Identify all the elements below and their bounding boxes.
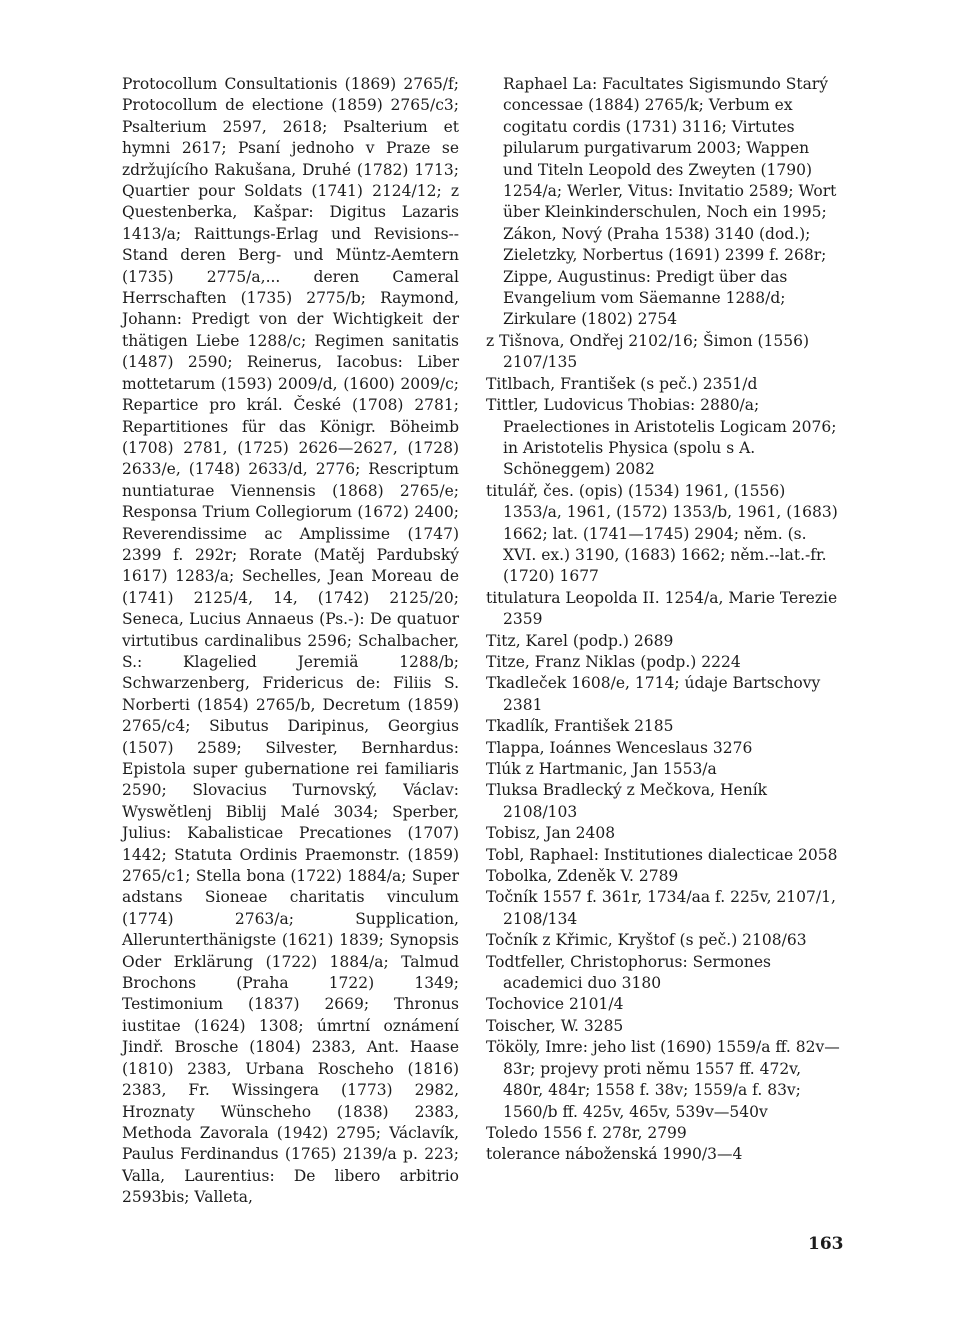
index-entry: Tobisz, Jan 2408: [486, 824, 616, 843]
right-column: [486, 74, 842, 1166]
index-entry: Tluksa Bradlecký z Mečkova, Heník 2108/103: [486, 781, 768, 821]
index-entry: Toischer, W. 3285: [486, 1016, 624, 1035]
index-entry: Todtfeller, Christophorus: Sermones academici duo 3180: [486, 952, 771, 993]
left-column: [122, 74, 459, 1209]
index-entry: Tittler, Ludovicus Thobias: 2880/a; Praelectiones in Aristotelis Logicam 2076; in Aristotelis Physica (spolu s A. Schöneggem) 2082: [486, 396, 837, 479]
page-number: 163: [808, 1234, 844, 1254]
index-entry: Tkadlík, František 2185: [486, 717, 674, 736]
index-entry: Tobolka, Zdeněk V. 2789: [486, 867, 679, 886]
index-entry: Točník z Křimic, Kryštof (s peč.) 2108/63: [486, 931, 807, 950]
index-entry: Tlappa, Ioánnes Wenceslaus 3276: [486, 738, 753, 757]
continuation-entry: Raphael La: Facultates Sigismundo Starý concessae (1884) 2765/k; Verbum ex cogitatu cordis (1731) 3116; Virtutes pilularum purgativarum 2003; Wappen und Titeln Leopold des Zweyten (1790) 1254/a; Werler, Vitus: Invitatio 2589; Wort über Kleinkinderschulen, Noch ein 1995; Zákon, Nový (Praha 1538) 3140 (dod.); Zieletzky, Norbertus (1691) 2399 f. 268r; Zippe, Augustinus: Predigt über das Evangelium vom Säemanne 1288/d; Zirkulare (1802) 2754: [503, 75, 837, 329]
index-entry: Tököly, Imre: jeho list (1690) 1559/a ff. 82v—83r; projevy proti němu 1557 ff. 472v, 480r, 484r; 1558 f. 38v; 1559/a f. 83v; 1560/b ff. 425v, 465v, 539v—540v: [486, 1038, 840, 1121]
index-entry: Toledo 1556 f. 278r, 2799: [486, 1123, 687, 1142]
index-entry-list: [486, 331, 842, 1166]
index-entry: Titlbach, František (s peč.) 2351/d: [486, 374, 758, 393]
index-entry: z Tišnova, Ondřej 2102/16; Šimon (1556) 2107/135: [486, 331, 810, 372]
index-entry: Tlúk z Hartmanic, Jan 1553/a: [486, 760, 717, 778]
index-entry: Titz, Karel (podp.) 2689: [486, 631, 674, 650]
index-entry: titulář, čes. (opis) (1534) 1961, (1556) 1353/a, 1961, (1572) 1353/b, 1961, (1683) 1662; lat. (1741—1745) 2904; něm. (s. XVI. ex.) 3190, (1683) 1662; něm.--lat.-fr. (1720) 1677: [486, 481, 838, 586]
index-entry: tolerance náboženská 1990/3—4: [486, 1145, 743, 1164]
index-entry: Tkadleček 1608/e, 1714; údaje Bartschovy 2381: [486, 674, 821, 714]
index-entry: Tobl, Raphael: Institutiones dialecticae 2058: [486, 845, 838, 864]
index-entry: titulatura Leopolda II. 1254/a, Marie Terezie 2359: [486, 588, 838, 629]
index-entry: Titze, Franz Niklas (podp.) 2224: [486, 652, 741, 671]
left-column-text: Protocollum Consultationis (1869) 2765/f; Protocollum de electione (1859) 2765/c3; Psalterium 2597, 2618; Psalterium et hymni 2617; Psaní jednoho v Praze se zdržujícího Rakušana, Druhé (1782) 1713; Quartier pour Soldats (1741) 2124/12; z Questenberka, Kašpar: Digitus Lazaris 1413/a; Raittungs-Erlag und Revisions--Stand deren Berg- und Müntz-Aemtern (1735) 2775/a,... deren Cameral Herrschaften (1735) 2775/b; Raymond, Johann: Predigt von der Wichtigkeit der thätigen Liebe 1288/c; Regimen sanitatis (1487) 2590; Reinerus, Iacobus: Liber mottetarum (1593) 2009/d, (1600) 2009/c; Repartice pro král. České (1708) 2781; Repartitiones für das Königr. Böheimb (1708) 2781, (1725) 2626—2627, (1728) 2633/e, (1748) 2633/d, 2776; Rescriptum nuntiaturae Viennensis (1868) 2765/e; Responsa Trium Collegiorum (1672) 2400; Reverendissime ac Amplissime (1747) 2399 f. 292r; Rorate (Matěj Pardubský 1617) 1283/a; Sechelles, Jean Moreau de (1741) 2125/4, 14, (1742) 2125/20; Seneca, Lucius Annaeus (Ps.-): De quatuor virtutibus cardinalibus 2596; Schalbacher, S.: Klagelied Jeremiä 1288/b; Schwarzenberg, Fridericus de: Filiis S. Norberti (1854) 2765/b, Decretum (1859) 2765/c4; Sibutus Daripinus, Georgius (1507) 2589; Silvester, Bernhardus: Epistola super gubernatione rei familiaris 2590; Slovacius Turnovský, Václav: Wyswětlenj Biblij Malé 3034; Sperber, Julius: Kabalisticae Precationes (1707) 1442; Statuta Ordinis Praemonstr. (1859) 2765/c1; Stella bona (1722) 1884/a; Super adstans Sioneae charitatis vinculum (1774) 2763/a; Supplication, Allerunterthänigste (1621) 1839; Synopsis Oder Erklärung (1722) 1884/a; Talmud Brochons (Praha 1722) 1349; Testimonium (1837) 2669; Thronus iustitae (1624) 1308; úmrtní oznámení Jindř. Brosche (1804) 2383, Ant. Haase (1810) 2383, Urbana Roscheho (1816) 2383, Fr. Wissingera (1773) 2982, Hroznaty Wünscheho (1838) 2383, Methoda Zavorala (1942) 2795; Václavík, Paulus Ferdinandus (1765) 2139/a p. 223; Valla, Laurentius: De libero arbitrio 2593bis; Valleta,: [122, 75, 459, 1207]
index-entry: Tochovice 2101/4: [486, 995, 624, 1014]
index-entry: Točník 1557 f. 361r, 1734/aa f. 225v, 2107/1, 2108/134: [486, 888, 836, 928]
